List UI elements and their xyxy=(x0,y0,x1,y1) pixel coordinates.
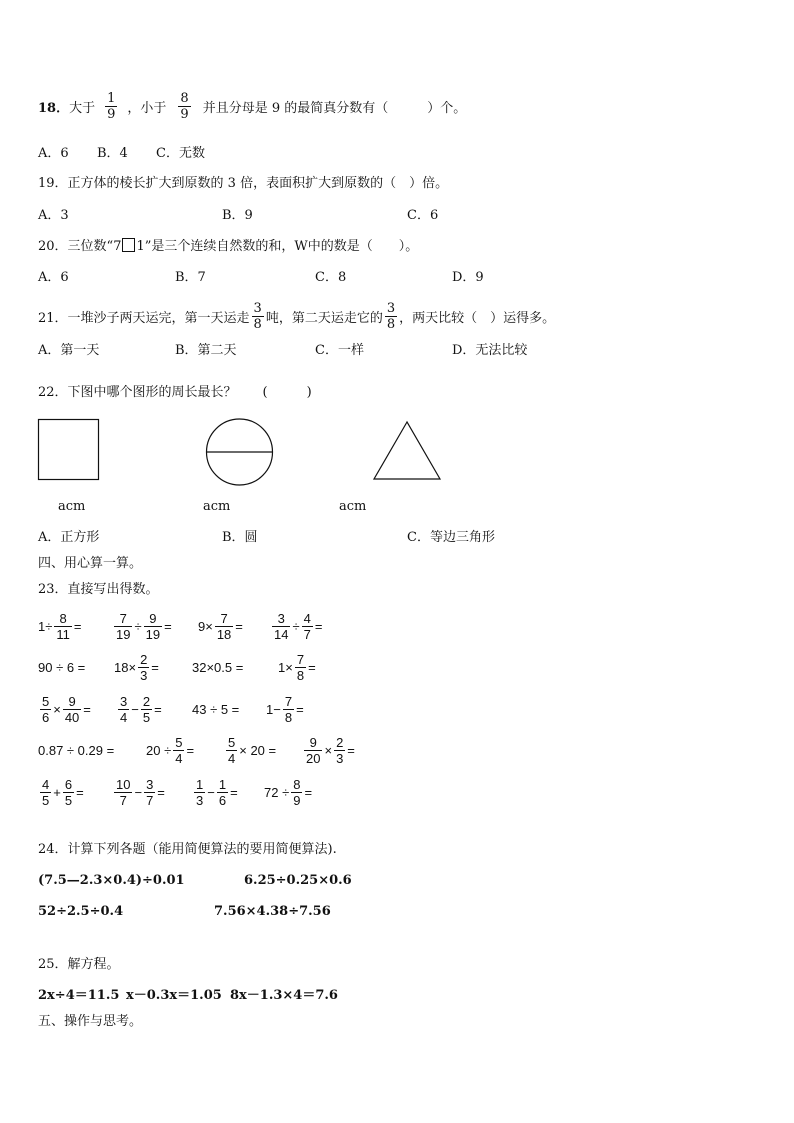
operator: ÷ xyxy=(134,618,142,634)
denominator: 3 xyxy=(140,667,148,683)
q23-r1-c-prefix: 9× xyxy=(198,618,213,634)
numerator: 6 xyxy=(64,776,73,792)
denominator: 6 xyxy=(218,792,227,808)
numerator: 5 xyxy=(42,693,50,709)
fraction xyxy=(138,652,149,683)
denominator: 11 xyxy=(56,626,70,642)
fraction xyxy=(40,777,51,808)
q22-label-square: acm xyxy=(58,499,86,514)
numerator: 3 xyxy=(277,610,285,626)
q23-r1-c xyxy=(198,606,243,646)
q19-option-a: A．3 xyxy=(38,208,69,223)
q22-figures xyxy=(0,410,500,490)
equals-sign: = xyxy=(154,701,162,717)
q20-question xyxy=(38,237,418,257)
numerator: 7 xyxy=(119,610,127,626)
operator: × xyxy=(53,701,61,717)
denominator: 4 xyxy=(228,750,236,766)
fraction xyxy=(144,611,162,642)
q23-title: 23．直接写出得数。 xyxy=(38,582,159,597)
q22-option-c: C．等边三角形 xyxy=(407,530,495,545)
q25-equation-1: 2x÷4＝11.5 xyxy=(38,988,120,1003)
denominator: 19 xyxy=(116,626,131,642)
denominator: 3 xyxy=(196,792,204,808)
fraction xyxy=(217,777,228,808)
fraction xyxy=(304,735,322,766)
q24-expr-3: 52÷2.5÷0.4 xyxy=(38,904,124,919)
denominator: 5 xyxy=(42,792,50,808)
q21-fraction-2 xyxy=(385,301,397,332)
numerator: 9 xyxy=(149,610,157,626)
numerator: 3 xyxy=(146,776,154,792)
fraction xyxy=(215,611,233,642)
q24-expr-4: 7.56×4.38÷7.56 xyxy=(214,904,331,919)
denominator: 40 xyxy=(64,709,80,725)
equals-sign: = xyxy=(73,618,82,634)
fraction xyxy=(226,735,237,766)
prefix: 72 ÷ xyxy=(264,784,290,800)
equals-sign: = xyxy=(76,784,84,800)
q24-title: 24．计算下列各题（能用简便算法的要用简便算法). xyxy=(38,842,337,857)
q21-f2-denominator: 8 xyxy=(386,316,396,332)
equals-sign: = xyxy=(347,742,355,758)
denominator: 6 xyxy=(42,709,50,725)
q23-r1-a-fraction xyxy=(54,611,72,642)
suffix: × 20 = xyxy=(239,742,277,758)
fraction xyxy=(272,611,290,642)
denominator: 18 xyxy=(216,626,232,642)
fraction xyxy=(114,777,132,808)
q22-label-circle: acm xyxy=(203,499,231,514)
q23-r3-b xyxy=(116,689,162,729)
equals-sign: = xyxy=(83,701,91,717)
numerator: 5 xyxy=(175,734,183,750)
operator: ÷ xyxy=(292,618,300,634)
square-figure-icon xyxy=(39,420,99,480)
numerator: 9 xyxy=(309,734,317,750)
q23-r5-d xyxy=(264,772,312,812)
q25-equation-2: x－0.3x＝1.05 xyxy=(126,988,222,1003)
q18-number: 18． xyxy=(38,100,70,116)
fraction xyxy=(295,652,306,683)
operator: × xyxy=(324,742,333,758)
q19-option-b: B．9 xyxy=(222,208,253,223)
denominator: 8 xyxy=(296,667,305,683)
q23-r2-d xyxy=(278,647,316,687)
equals-sign: = xyxy=(304,784,313,800)
q23-r1-b xyxy=(112,606,172,646)
fraction xyxy=(302,611,313,642)
q23-r1-a-prefix: 1÷ xyxy=(38,618,53,634)
q21-text-3: ，两天比较（ ）运得多。 xyxy=(399,310,556,326)
fraction xyxy=(118,694,129,725)
q20-option-d: D．9 xyxy=(452,270,484,285)
denominator: 7 xyxy=(119,792,127,808)
q23-r4-b xyxy=(146,730,194,770)
q23-r2-c: 32×0.5 = xyxy=(192,659,244,675)
equals-sign: = xyxy=(230,784,238,800)
fraction xyxy=(63,777,74,808)
denominator: 5 xyxy=(142,709,151,725)
denominator: 14 xyxy=(274,626,289,642)
denominator: 4 xyxy=(120,709,128,725)
q24-expr-1: (7.5—2.3×0.4)÷0.01 xyxy=(38,873,185,888)
operator: + xyxy=(53,784,61,800)
denominator: 9 xyxy=(293,792,301,808)
q21-f1-denominator: 8 xyxy=(253,316,262,332)
q21-option-c: C．一样 xyxy=(315,343,364,358)
q23-r4-a: 0.87 ÷ 0.29 = xyxy=(38,742,115,758)
q21-option-a: A．第一天 xyxy=(38,343,100,358)
numerator: 1 xyxy=(218,776,227,792)
denominator: 20 xyxy=(306,750,321,766)
equals-sign: = xyxy=(157,784,165,800)
numerator: 9 xyxy=(68,693,76,709)
equals-sign: = xyxy=(314,618,323,634)
numerator: 1 xyxy=(196,776,204,792)
q21-text-2: 吨，第二天运走它的 xyxy=(265,310,383,326)
q23-r1-d xyxy=(270,606,322,646)
q21-f1-numerator: 3 xyxy=(253,300,262,316)
q18-f1-denominator: 9 xyxy=(107,106,116,122)
equals-sign: = xyxy=(296,701,304,717)
q21-option-d: D．无法比较 xyxy=(452,343,528,358)
q21-text-1: 21．一堆沙子两天运完，第一天运走 xyxy=(38,310,250,326)
q20-option-a: A．6 xyxy=(38,270,69,285)
fraction xyxy=(63,694,81,725)
equals-sign: = xyxy=(186,742,195,758)
section-5-heading: 五、操作与思考。 xyxy=(38,1014,143,1029)
q23-r1-a xyxy=(38,606,81,646)
numerator: 7 xyxy=(296,651,305,667)
equals-sign: = xyxy=(164,618,172,634)
q23-r3-a xyxy=(38,689,91,729)
fraction xyxy=(194,777,205,808)
prefix: 18× xyxy=(114,659,137,675)
q23-r5-c xyxy=(192,772,238,812)
denominator: 7 xyxy=(146,792,154,808)
numerator: 3 xyxy=(120,693,128,709)
q21-f2-numerator: 3 xyxy=(386,300,396,316)
q18-f2-numerator: 8 xyxy=(180,90,189,106)
fraction xyxy=(114,611,132,642)
equals-sign: = xyxy=(235,618,243,634)
q23-r4-c xyxy=(224,730,276,770)
numerator: 8 xyxy=(293,776,301,792)
fraction xyxy=(144,777,155,808)
q25-equation-3: 8x－1.3×4＝7.6 xyxy=(230,988,338,1003)
q19-question: 19．正方体的棱长扩大到原数的 3 倍，表面积扩大到原数的（ ）倍。 xyxy=(38,176,449,191)
q18-option-a: A．6 xyxy=(38,146,69,161)
prefix: 20 ÷ xyxy=(146,742,172,758)
q22-option-b: B．圆 xyxy=(222,530,258,545)
q20-option-c: C．8 xyxy=(315,270,347,285)
q20-text-1: 20．三位数“7 xyxy=(38,239,122,254)
q22-label-triangle: acm xyxy=(339,499,367,514)
q18-fraction-1 xyxy=(105,91,117,122)
q23-r2-b xyxy=(114,647,159,687)
q20-option-b: B．7 xyxy=(175,270,206,285)
numerator: 8 xyxy=(59,610,67,626)
q18-f2-denominator: 9 xyxy=(180,106,189,122)
q18-text-1: 大于 xyxy=(69,100,96,116)
denominator: 19 xyxy=(145,626,161,642)
q23-r5-b xyxy=(112,772,165,812)
numerator: 2 xyxy=(336,734,344,750)
equals-sign: = xyxy=(151,659,159,675)
q23-r2-a: 90 ÷ 6 = xyxy=(38,659,86,675)
q21-fraction-1 xyxy=(252,301,264,332)
numerator: 7 xyxy=(220,610,228,626)
numerator: 7 xyxy=(284,693,293,709)
q23-r5-a xyxy=(38,772,84,812)
q18-option-c: C．无数 xyxy=(156,146,205,161)
numerator: 4 xyxy=(42,776,50,792)
denominator: 3 xyxy=(336,750,344,766)
q18-text-2: ，小于 xyxy=(127,100,167,116)
denominator: 8 xyxy=(284,709,293,725)
denominator: 5 xyxy=(64,792,73,808)
fraction xyxy=(141,694,152,725)
numerator: 10 xyxy=(116,776,131,792)
q23-r3-c: 43 ÷ 5 = xyxy=(192,701,240,717)
equals-sign: = xyxy=(308,659,316,675)
fraction xyxy=(291,777,302,808)
numerator: 4 xyxy=(303,610,311,626)
fraction xyxy=(40,694,51,725)
q19-option-c: C．6 xyxy=(407,208,439,223)
q21-option-b: B．第二天 xyxy=(175,343,237,358)
prefix: 1− xyxy=(266,701,281,717)
q21-question xyxy=(38,298,555,334)
triangle-figure-icon xyxy=(374,422,440,479)
blank-box-icon xyxy=(122,238,135,252)
q18-fraction-2 xyxy=(178,91,190,122)
q18-f1-numerator: 1 xyxy=(107,90,116,106)
q18-line xyxy=(38,88,466,124)
denominator: 4 xyxy=(175,750,183,766)
fraction xyxy=(334,735,345,766)
q24-expr-2: 6.25÷0.25×0.6 xyxy=(244,873,352,888)
q22-question: 22．下图中哪个图形的周长最长？ ( ) xyxy=(38,385,312,400)
operator: − xyxy=(207,784,215,800)
q18-option-b: B．4 xyxy=(97,146,128,161)
q20-text-2: 1”是三个连续自然数的和，W中的数是（ ）。 xyxy=(136,239,419,254)
q23-r4-d xyxy=(302,730,355,770)
fraction xyxy=(283,694,294,725)
denominator: 7 xyxy=(303,626,311,642)
q25-title: 25．解方程。 xyxy=(38,957,120,972)
q22-option-a: A．正方形 xyxy=(38,530,100,545)
numerator: 2 xyxy=(142,693,151,709)
section-4-heading: 四、用心算一算。 xyxy=(38,556,143,571)
q23-r3-d xyxy=(266,689,304,729)
operator: − xyxy=(131,701,139,717)
operator: − xyxy=(134,784,143,800)
fraction xyxy=(173,735,184,766)
prefix: 1× xyxy=(278,659,293,675)
numerator: 5 xyxy=(228,734,236,750)
numerator: 2 xyxy=(140,651,148,667)
q18-text-3: 并且分母是 9 的最简真分数有（ ）个。 xyxy=(202,100,467,116)
